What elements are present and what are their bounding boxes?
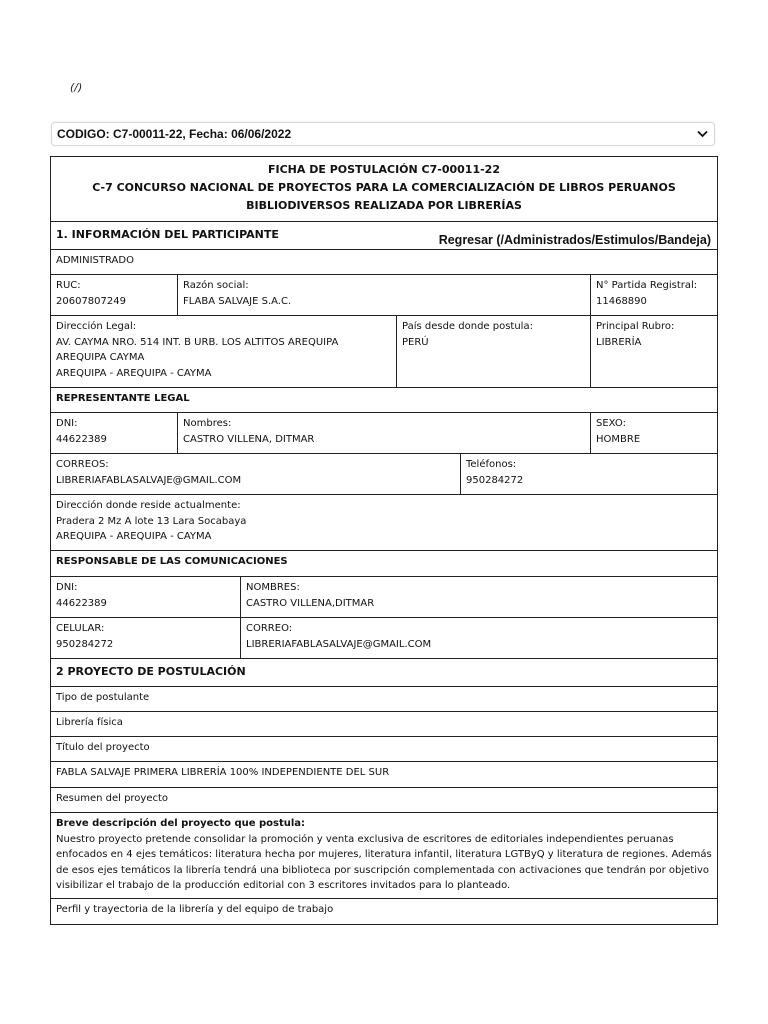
rep-sexo-value: HOMBRE	[596, 433, 641, 445]
perfil-label: Perfil y trayectoria de la librería y del equipo de trabajo	[51, 899, 718, 925]
rep-direccion-cell	[51, 495, 718, 551]
representante-header: REPRESENTANTE LEGAL	[51, 388, 718, 413]
com-celular-value: 950284272	[56, 638, 114, 650]
back-link[interactable]: Regresar (/Administrados/Estimulos/Bandeja)	[438, 233, 711, 247]
rep-correos-cell	[51, 454, 461, 495]
breve-descripcion-label: Breve descripción del proyecto que postula:	[56, 818, 306, 829]
com-dni-cell	[51, 577, 241, 618]
direccion-legal-value: AV. CAYMA NRO. 514 INT. B URB. LOS ALTITOS AREQUIPA AREQUIPA CAYMA	[56, 336, 339, 363]
com-correo-value: LIBRERIAFABLASALVAJE@GMAIL.COM	[246, 638, 432, 650]
com-correo-label: CORREO:	[246, 623, 293, 634]
rep-sexo-label: SEXO:	[596, 418, 626, 429]
codigo-select-value: CODIGO: C7-00011-22, Fecha: 06/06/2022	[57, 127, 292, 141]
section-2-header: 2 PROYECTO DE POSTULACIÓN	[51, 659, 718, 687]
rep-nombres-value: CASTRO VILLENA, DITMAR	[183, 433, 315, 445]
section-1-title: 1. INFORMACIÓN DEL PARTICIPANTE	[56, 228, 279, 241]
rep-direccion-label: Dirección donde reside actualmente:	[56, 500, 241, 511]
ficha-table	[50, 156, 718, 925]
rep-correos-value: LIBRERIAFABLASALVAJE@GMAIL.COM	[56, 474, 242, 486]
rep-dni-value: 44622389	[56, 433, 107, 445]
section-1-header	[51, 222, 718, 250]
ruc-label: RUC:	[56, 280, 81, 291]
rep-telefonos-value: 950284272	[466, 474, 524, 486]
com-celular-label: CELULAR:	[56, 623, 105, 634]
administrado-row: ADMINISTRADO	[51, 250, 718, 275]
codigo-select[interactable]	[51, 122, 715, 146]
com-dni-value: 44622389	[56, 597, 107, 609]
com-nombres-value: CASTRO VILLENA,DITMAR	[246, 597, 375, 609]
rep-telefonos-cell	[461, 454, 718, 495]
tipo-postulante-value: Librería física	[51, 712, 718, 737]
rep-dni-cell	[51, 413, 178, 454]
direccion-legal-cell	[51, 316, 397, 388]
rep-sexo-cell	[591, 413, 718, 454]
partida-label: N° Partida Registral:	[596, 280, 698, 291]
pais-label: País desde donde postula:	[402, 321, 533, 332]
home-link[interactable]: (/)	[70, 81, 83, 94]
rep-nombres-cell	[178, 413, 591, 454]
rep-correos-label: CORREOS:	[56, 459, 109, 470]
rep-telefonos-label: Teléfonos:	[466, 459, 517, 470]
partida-cell	[591, 275, 718, 316]
breve-descripcion-cell	[51, 813, 718, 899]
resumen-label: Resumen del proyecto	[51, 788, 718, 813]
com-nombres-label: NOMBRES:	[246, 582, 300, 593]
tipo-postulante-label: Tipo de postulante	[51, 687, 718, 712]
titulo-proyecto-value: FABLA SALVAJE PRIMERA LIBRERÍA 100% INDEPENDIENTE DEL SUR	[51, 762, 718, 788]
rep-direccion-region: AREQUIPA - AREQUIPA - CAYMA	[56, 531, 212, 542]
rep-dni-label: DNI:	[56, 418, 78, 429]
pais-value: PERÚ	[402, 336, 429, 348]
ruc-cell	[51, 275, 178, 316]
rubro-cell	[591, 316, 718, 388]
com-correo-cell	[241, 618, 718, 659]
direccion-legal-label: Dirección Legal:	[56, 321, 137, 332]
breve-descripcion-value: Nuestro proyecto pretende consolidar la promoción y venta exclusiva de escritores de editoriales independientes peruanas enfocados en 4 ejes temáticos: literatura hecha por mujeres, literatura infantil, literatura LGTByQ y literatura de regiones. Además de esos ejes temáticos la librería tendrá una biblioteca por suscripción complementada con activaciones que tendrán por objetivo visibilizar el trabajo de la producción editorial con 3 escritores invitados para lo planteado.	[56, 833, 712, 891]
razon-social-label: Razón social:	[183, 280, 249, 291]
rubro-label: Principal Rubro:	[596, 321, 675, 332]
com-celular-cell	[51, 618, 241, 659]
com-dni-label: DNI:	[56, 582, 78, 593]
razon-social-value: FLABA SALVAJE S.A.C.	[183, 295, 292, 307]
direccion-legal-region: AREQUIPA - AREQUIPA - CAYMA	[56, 367, 212, 379]
chevron-down-icon	[696, 128, 708, 140]
titulo-proyecto-label: Título del proyecto	[51, 737, 718, 762]
ficha-title	[51, 157, 718, 222]
pais-cell	[397, 316, 591, 388]
razon-social-cell	[178, 275, 591, 316]
ruc-value: 20607807249	[56, 295, 126, 307]
com-nombres-cell	[241, 577, 718, 618]
rubro-value: LIBRERÍA	[596, 336, 642, 348]
comunicaciones-header: RESPONSABLE DE LAS COMUNICACIONES	[51, 551, 718, 577]
partida-value: 11468890	[596, 295, 647, 307]
rep-direccion-value: Pradera 2 Mz A lote 13 Lara Socabaya	[56, 515, 247, 527]
ficha-title-line2: C-7 CONCURSO NACIONAL DE PROYECTOS PARA LA COMERCIALIZACIÓN DE LIBROS PERUANOS BIBLIODIVERSOS REALIZADA POR LIBRERÍAS	[92, 181, 676, 212]
rep-nombres-label: Nombres:	[183, 418, 232, 429]
ficha-title-line1: FICHA DE POSTULACIÓN C7-00011-22	[268, 163, 500, 176]
